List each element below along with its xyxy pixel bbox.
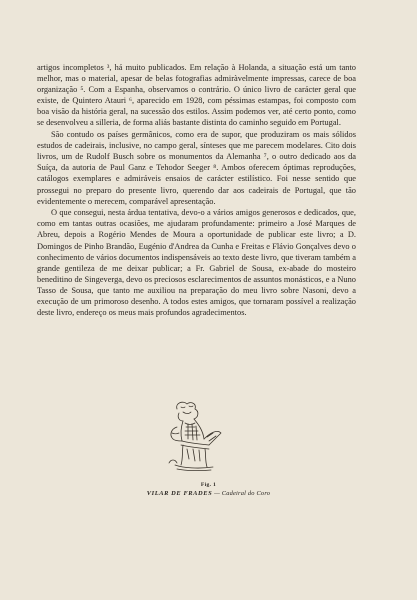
figure-caption-description: Cadeiral do Coro bbox=[221, 490, 271, 497]
figure-caption bbox=[0, 490, 417, 497]
figure-caption-separator: — bbox=[212, 490, 222, 497]
figure-caption-place: VILAR DE FRADES bbox=[146, 490, 213, 497]
paragraph-2: São contudo os países germânicos, como era de supor, que produziram os mais sólidos estudos de cadeirais, inclusive, no campo geral, sínteses que me parecem modelares. Cito dois livros, um de Rudolf Busch sobre os monumentos da Alemanha ⁷, o outro dedicado aos da Suíça, da autoria de Paul Ganz e Tehodor Seeger ⁸. Ambos oferecem óptimas reproduções, catálogos exemplares e admiráveis ensaios de carácter estilístico. Foi nesse sentido que prossegui no preparo do presente livro, querendo dar aos cadeirais de Portugal, que tão evidentemente o merecem, comparável apresentação. bbox=[37, 130, 356, 206]
paragraph-3: O que consegui, nesta árdua tentativa, devo-o a vários amigos generosos e dedicados, que, como em tantas outras ocasiões, me ajudaram profundamente: primeiro a José Marques de Abreu, depois a Rogério Mendes de Moura a oportunidade de publicar este livro; a D. Domingos de Pinho Brandão, Eugénio d'Andrea da Cunha e Freitas e Flávio Gonçalves devo o conhecimento de vários documentos indispensáveis ao texto deste livro, que tiveram também a grande gentileza de me deixar publicar; a Fr. Gabriel de Sousa, ex-abade do mosteiro beneditino de Singeverga, devo os preciosos esclarecimentos de assuntos monásticos, e a Nuno Tasso de Sousa, que tanto me auxiliou na preparação do meu livro sobre Nasoni, devo a execução de um primoroso desenho. A todos estes amigos, que tornaram possível a realização deste livro, endereço os meus mais profundos agradecimentos. bbox=[37, 208, 356, 318]
paragraph-1: artigos incompletos ³, há muito publicados. Em relação à Holanda, a situação está um tanto melhor, mas o material, apesar de belas fotografias admiràvelmente impressas, carece de boa organização ⁵. Com a Espanha, observamos o contrário. O único livro de carácter geral que existe, de Quintero Atauri ⁶, aparecido em 1928, com péssimas estampas, foi composto com boa visão da história geral, na sucessão dos estilos. Assim podemos ver, até certo ponto, como se desenvolveu a silleria, de forma aliás bastante distinta do caminho seguido em Portugal. bbox=[37, 63, 356, 128]
figure-label: Fig. 1 bbox=[200, 482, 217, 488]
body-text bbox=[37, 62, 356, 318]
choir-stall-drawing-icon bbox=[155, 399, 231, 473]
